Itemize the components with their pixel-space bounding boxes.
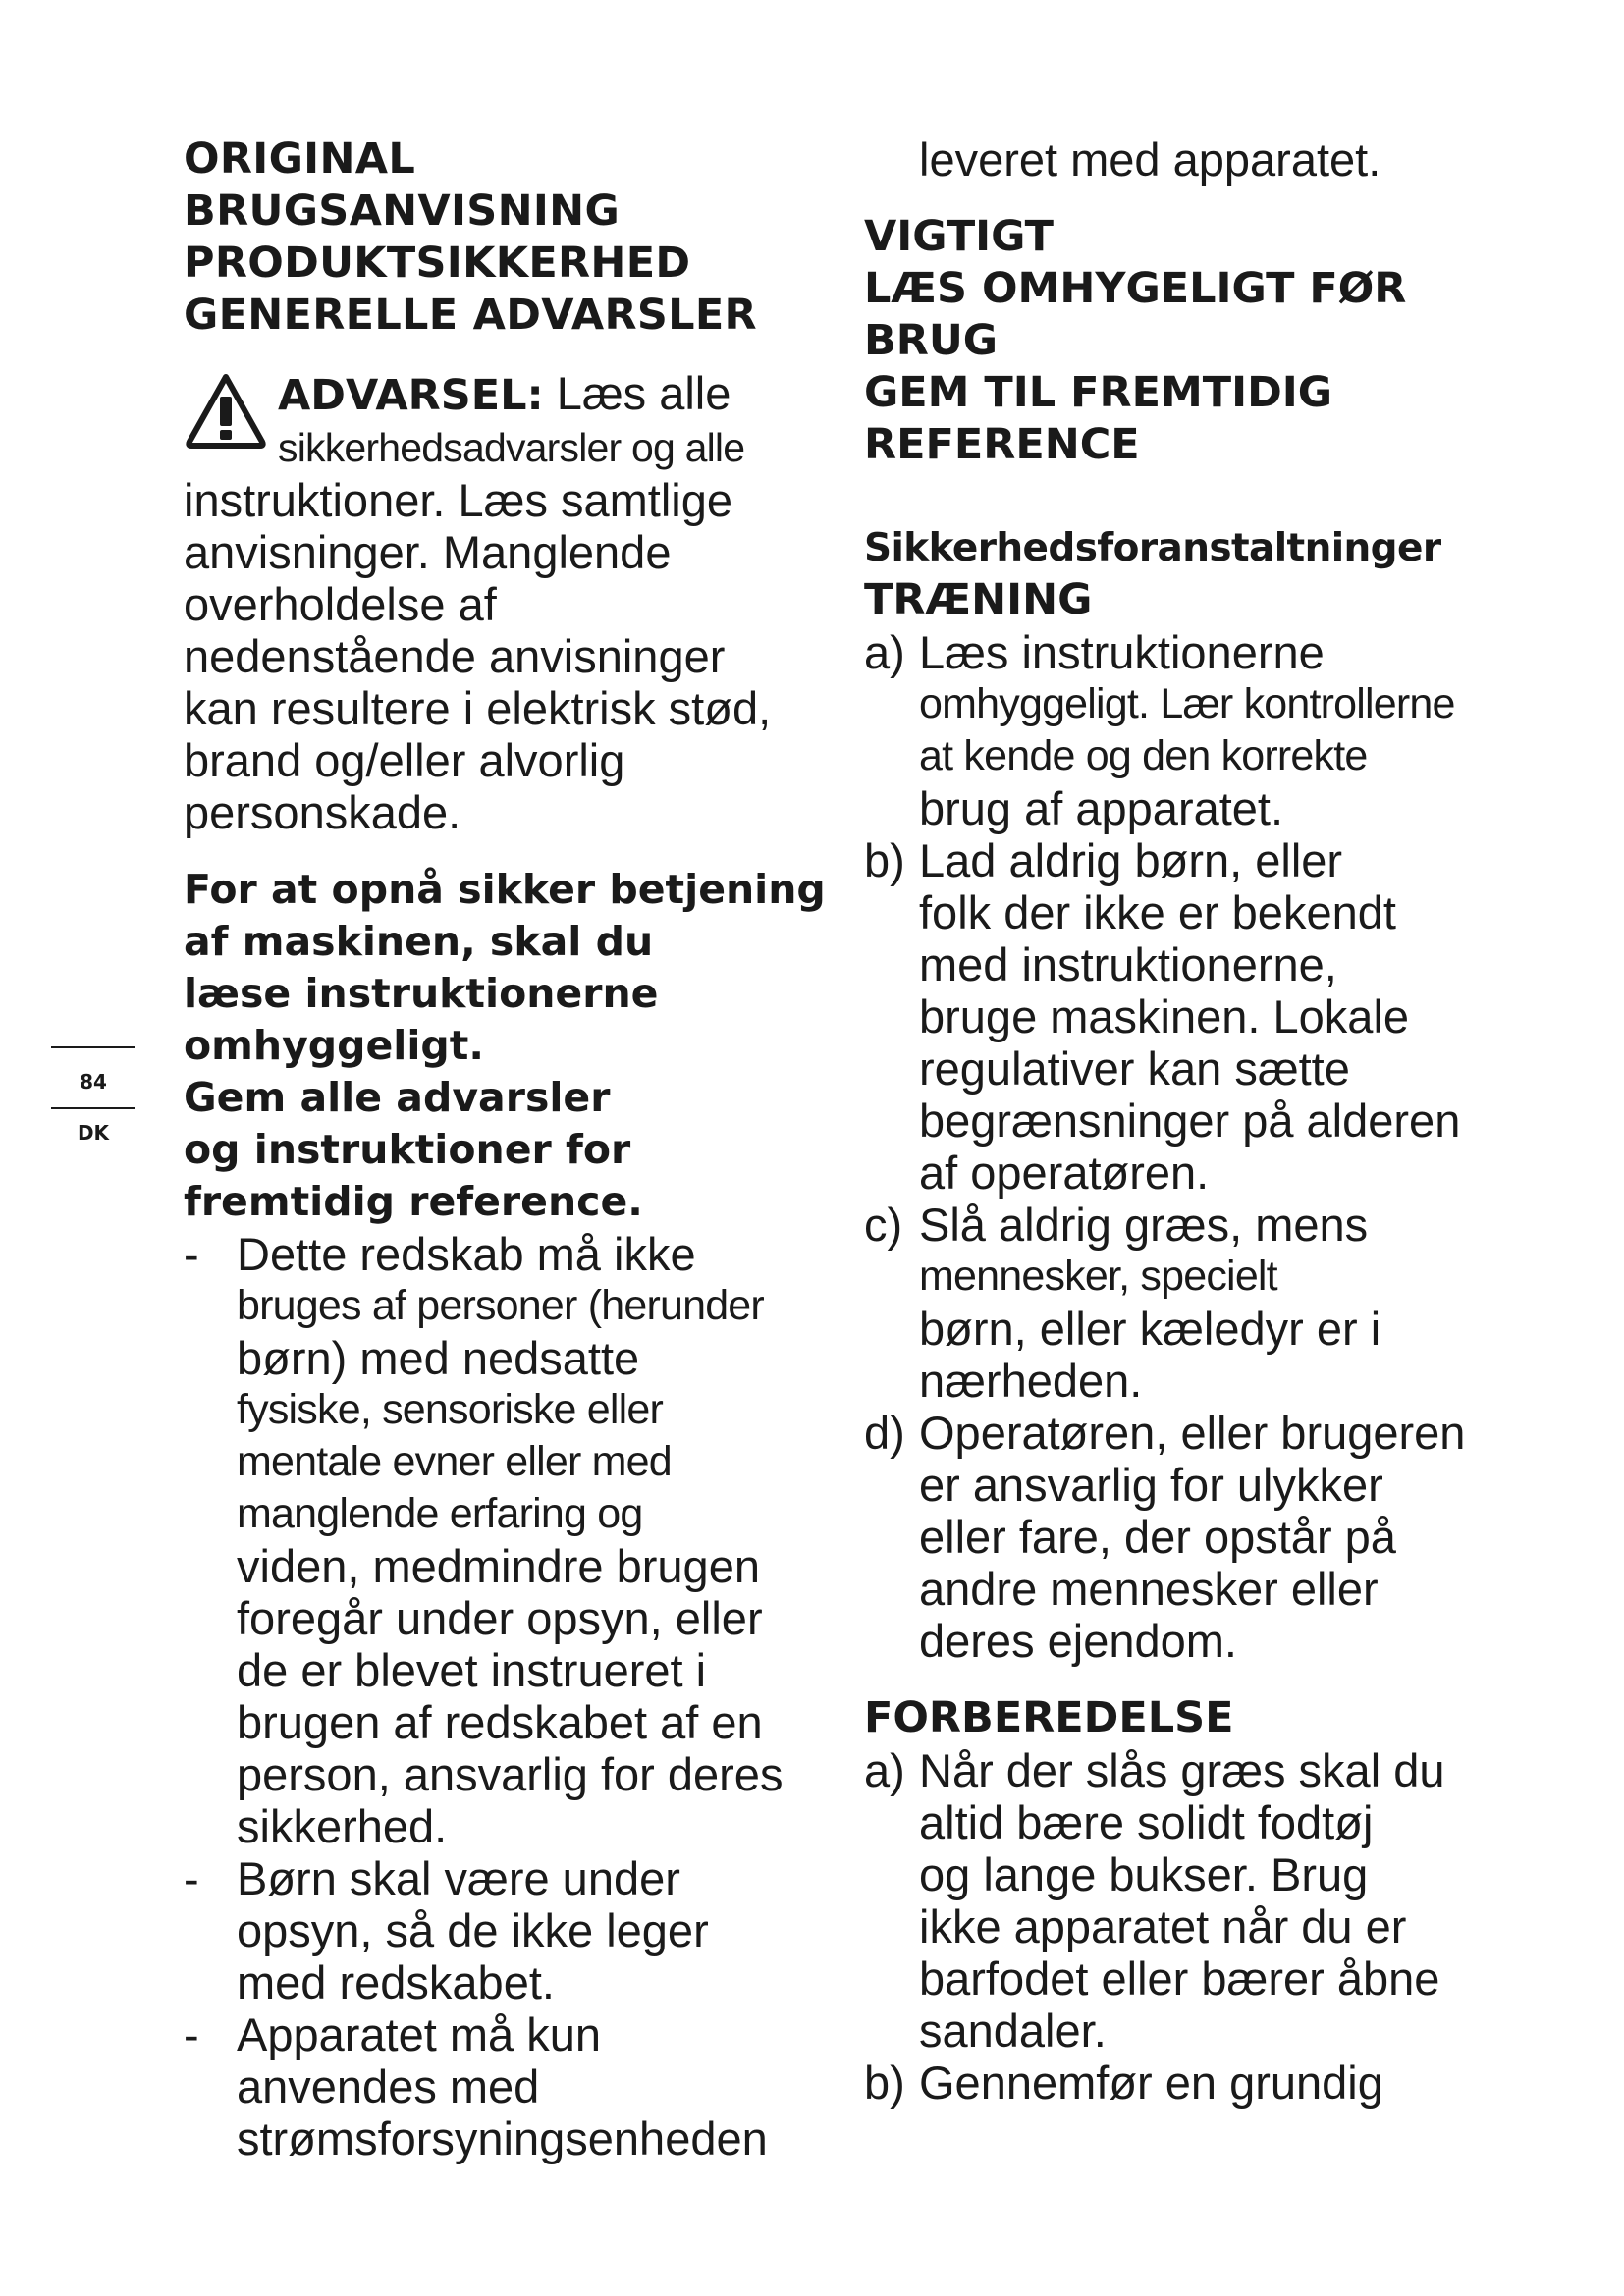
list-item <box>184 1852 832 2008</box>
item-line: med redskabet. <box>237 1956 555 2008</box>
warning-block <box>184 367 832 474</box>
warning-text: Læs alle <box>556 367 731 419</box>
list-item <box>184 2008 832 2164</box>
item-line: med instruktionerne, <box>919 938 1337 990</box>
item-line: omhyggeligt. Lær kontrollerne <box>919 680 1455 727</box>
item-line: Børn skal være under <box>237 1852 680 1904</box>
list-marker: - <box>184 1228 199 1280</box>
page-number: 84 <box>80 1070 107 1094</box>
list-marker: b) <box>864 834 905 886</box>
dash-list <box>184 1228 832 2164</box>
item-line: af operatøren. <box>919 1147 1210 1199</box>
item-line: og lange bukser. Brug <box>919 1848 1369 1900</box>
body-line: personskade. <box>184 786 461 838</box>
item-line: nærheden. <box>919 1355 1143 1407</box>
item-line: deres ejendom. <box>919 1615 1237 1667</box>
item-line: Operatøren, eller brugeren <box>919 1407 1466 1459</box>
list-item <box>864 1199 1512 1407</box>
heading-line: REFERENCE <box>864 420 1140 469</box>
list-item <box>864 1407 1512 1667</box>
page-side-tab <box>51 1046 135 1145</box>
training-heading: TRÆNING <box>864 575 1093 624</box>
item-line: begrænsninger på alderen <box>919 1095 1461 1147</box>
item-line: de er blevet instrueret i <box>237 1644 707 1696</box>
item-line: eller fare, der opstår på <box>919 1511 1396 1563</box>
warning-text: sikkerhedsadvarsler og alle <box>278 425 745 470</box>
list-marker: c) <box>864 1199 903 1251</box>
item-line: mentale evner eller med <box>237 1438 672 1485</box>
heading-line: GEM TIL FREMTIDIG <box>864 368 1333 417</box>
heading-line: LÆS OMHYGELIGT FØR <box>864 264 1407 313</box>
language-code: DK <box>77 1121 110 1145</box>
bold-line: omhyggeligt. <box>184 1022 484 1069</box>
item-line: Når der slås græs skal du <box>919 1744 1445 1796</box>
item-line: børn, eller kæledyr er i <box>919 1303 1381 1355</box>
item-line: manglende erfaring og <box>237 1490 643 1537</box>
item-line: Dette redskab må ikke <box>237 1228 696 1280</box>
item-line: regulativer kan sætte <box>919 1042 1350 1095</box>
item-line: bruge maskinen. Lokale <box>919 990 1410 1042</box>
warning-label: ADVARSEL: <box>278 371 544 420</box>
body-line: nedenstående anvisninger <box>184 630 726 682</box>
bold-line: læse instruktionerne <box>184 970 659 1017</box>
item-line: sikkerhed. <box>237 1800 448 1852</box>
item-line: altid bære solidt fodtøj <box>919 1796 1374 1848</box>
item-line: brugen af redskabet af en <box>237 1696 763 1748</box>
body-line: kan resultere i elektrisk stød, <box>184 682 772 734</box>
body-line: anvisninger. Manglende <box>184 526 672 578</box>
heading-line: BRUGSANVISNING <box>184 187 621 236</box>
important-heading <box>864 211 1512 471</box>
item-line: foregår under opsyn, eller <box>237 1592 763 1644</box>
body-line: overholdelse af <box>184 578 497 630</box>
item-line: sandaler. <box>919 2004 1107 2056</box>
bold-line: fremtidig reference. <box>184 1178 643 1225</box>
item-line: opsyn, så de ikke leger <box>237 1904 709 1956</box>
list-item <box>864 834 1512 1199</box>
list-marker: a) <box>864 626 905 678</box>
safety-heading: Sikkerhedsforanstaltninger <box>864 526 1441 570</box>
heading-line: BRUG <box>864 316 999 365</box>
list-marker: - <box>184 1852 199 1904</box>
continuation-text: leveret med apparatet. <box>919 133 1381 186</box>
list-item <box>864 2056 1512 2109</box>
item-line: anvendes med <box>237 2060 540 2112</box>
item-line: mennesker, specielt <box>919 1253 1277 1300</box>
preparation-heading: FORBEREDELSE <box>864 1693 1234 1742</box>
list-item <box>864 626 1512 834</box>
item-line: barfodet eller bærer åbne <box>919 1952 1440 2004</box>
right-column <box>864 133 1512 2109</box>
list-marker: b) <box>864 2056 905 2109</box>
bold-line: og instruktioner for <box>184 1126 631 1173</box>
training-list <box>864 626 1512 1667</box>
item-line: at kende og den korrekte <box>919 732 1368 779</box>
preparation-list <box>864 1744 1512 2109</box>
list-item <box>864 1744 1512 2056</box>
item-line: Slå aldrig græs, mens <box>919 1199 1369 1251</box>
item-line: folk der ikke er bekendt <box>919 886 1396 938</box>
item-line: bruges af personer (herunder <box>237 1282 764 1329</box>
list-marker: a) <box>864 1744 905 1796</box>
list-item <box>184 1228 832 1852</box>
item-line: brug af apparatet. <box>919 782 1284 834</box>
heading-line: GENERELLE ADVARSLER <box>184 291 757 340</box>
item-line: strømsforsyningsenheden <box>237 2112 768 2164</box>
main-heading <box>184 133 832 342</box>
heading-line: ORIGINAL <box>184 134 416 184</box>
list-marker: - <box>184 2008 199 2060</box>
item-line: Læs instruktionerne <box>919 626 1325 678</box>
warning-body <box>184 474 832 838</box>
item-line: Lad aldrig børn, eller <box>919 834 1343 886</box>
item-line: Apparatet må kun <box>237 2008 601 2060</box>
warning-triangle-icon <box>184 371 268 450</box>
bold-line: Gem alle advarsler <box>184 1074 611 1121</box>
item-line: viden, medmindre brugen <box>237 1540 760 1592</box>
item-line: fysiske, sensoriske eller <box>237 1386 664 1433</box>
heading-line: VIGTIGT <box>864 212 1055 261</box>
item-line: børn) med nedsatte <box>237 1332 640 1384</box>
item-line: ikke apparatet når du er <box>919 1900 1407 1952</box>
list-marker: d) <box>864 1407 905 1459</box>
left-column <box>184 133 832 2164</box>
bold-line: For at opnå sikker betjening <box>184 866 826 913</box>
heading-line: PRODUKTSIKKERHED <box>184 239 691 288</box>
item-line: person, ansvarlig for deres <box>237 1748 784 1800</box>
bold-line: af maskinen, skal du <box>184 918 654 965</box>
item-line: andre mennesker eller <box>919 1563 1379 1615</box>
safe-operation-notice <box>184 864 832 1228</box>
item-line: Gennemfør en grundig <box>919 2056 1383 2109</box>
body-line: instruktioner. Læs samtlige <box>184 474 733 526</box>
body-line: brand og/eller alvorlig <box>184 734 625 786</box>
item-line: er ansvarlig for ulykker <box>919 1459 1383 1511</box>
